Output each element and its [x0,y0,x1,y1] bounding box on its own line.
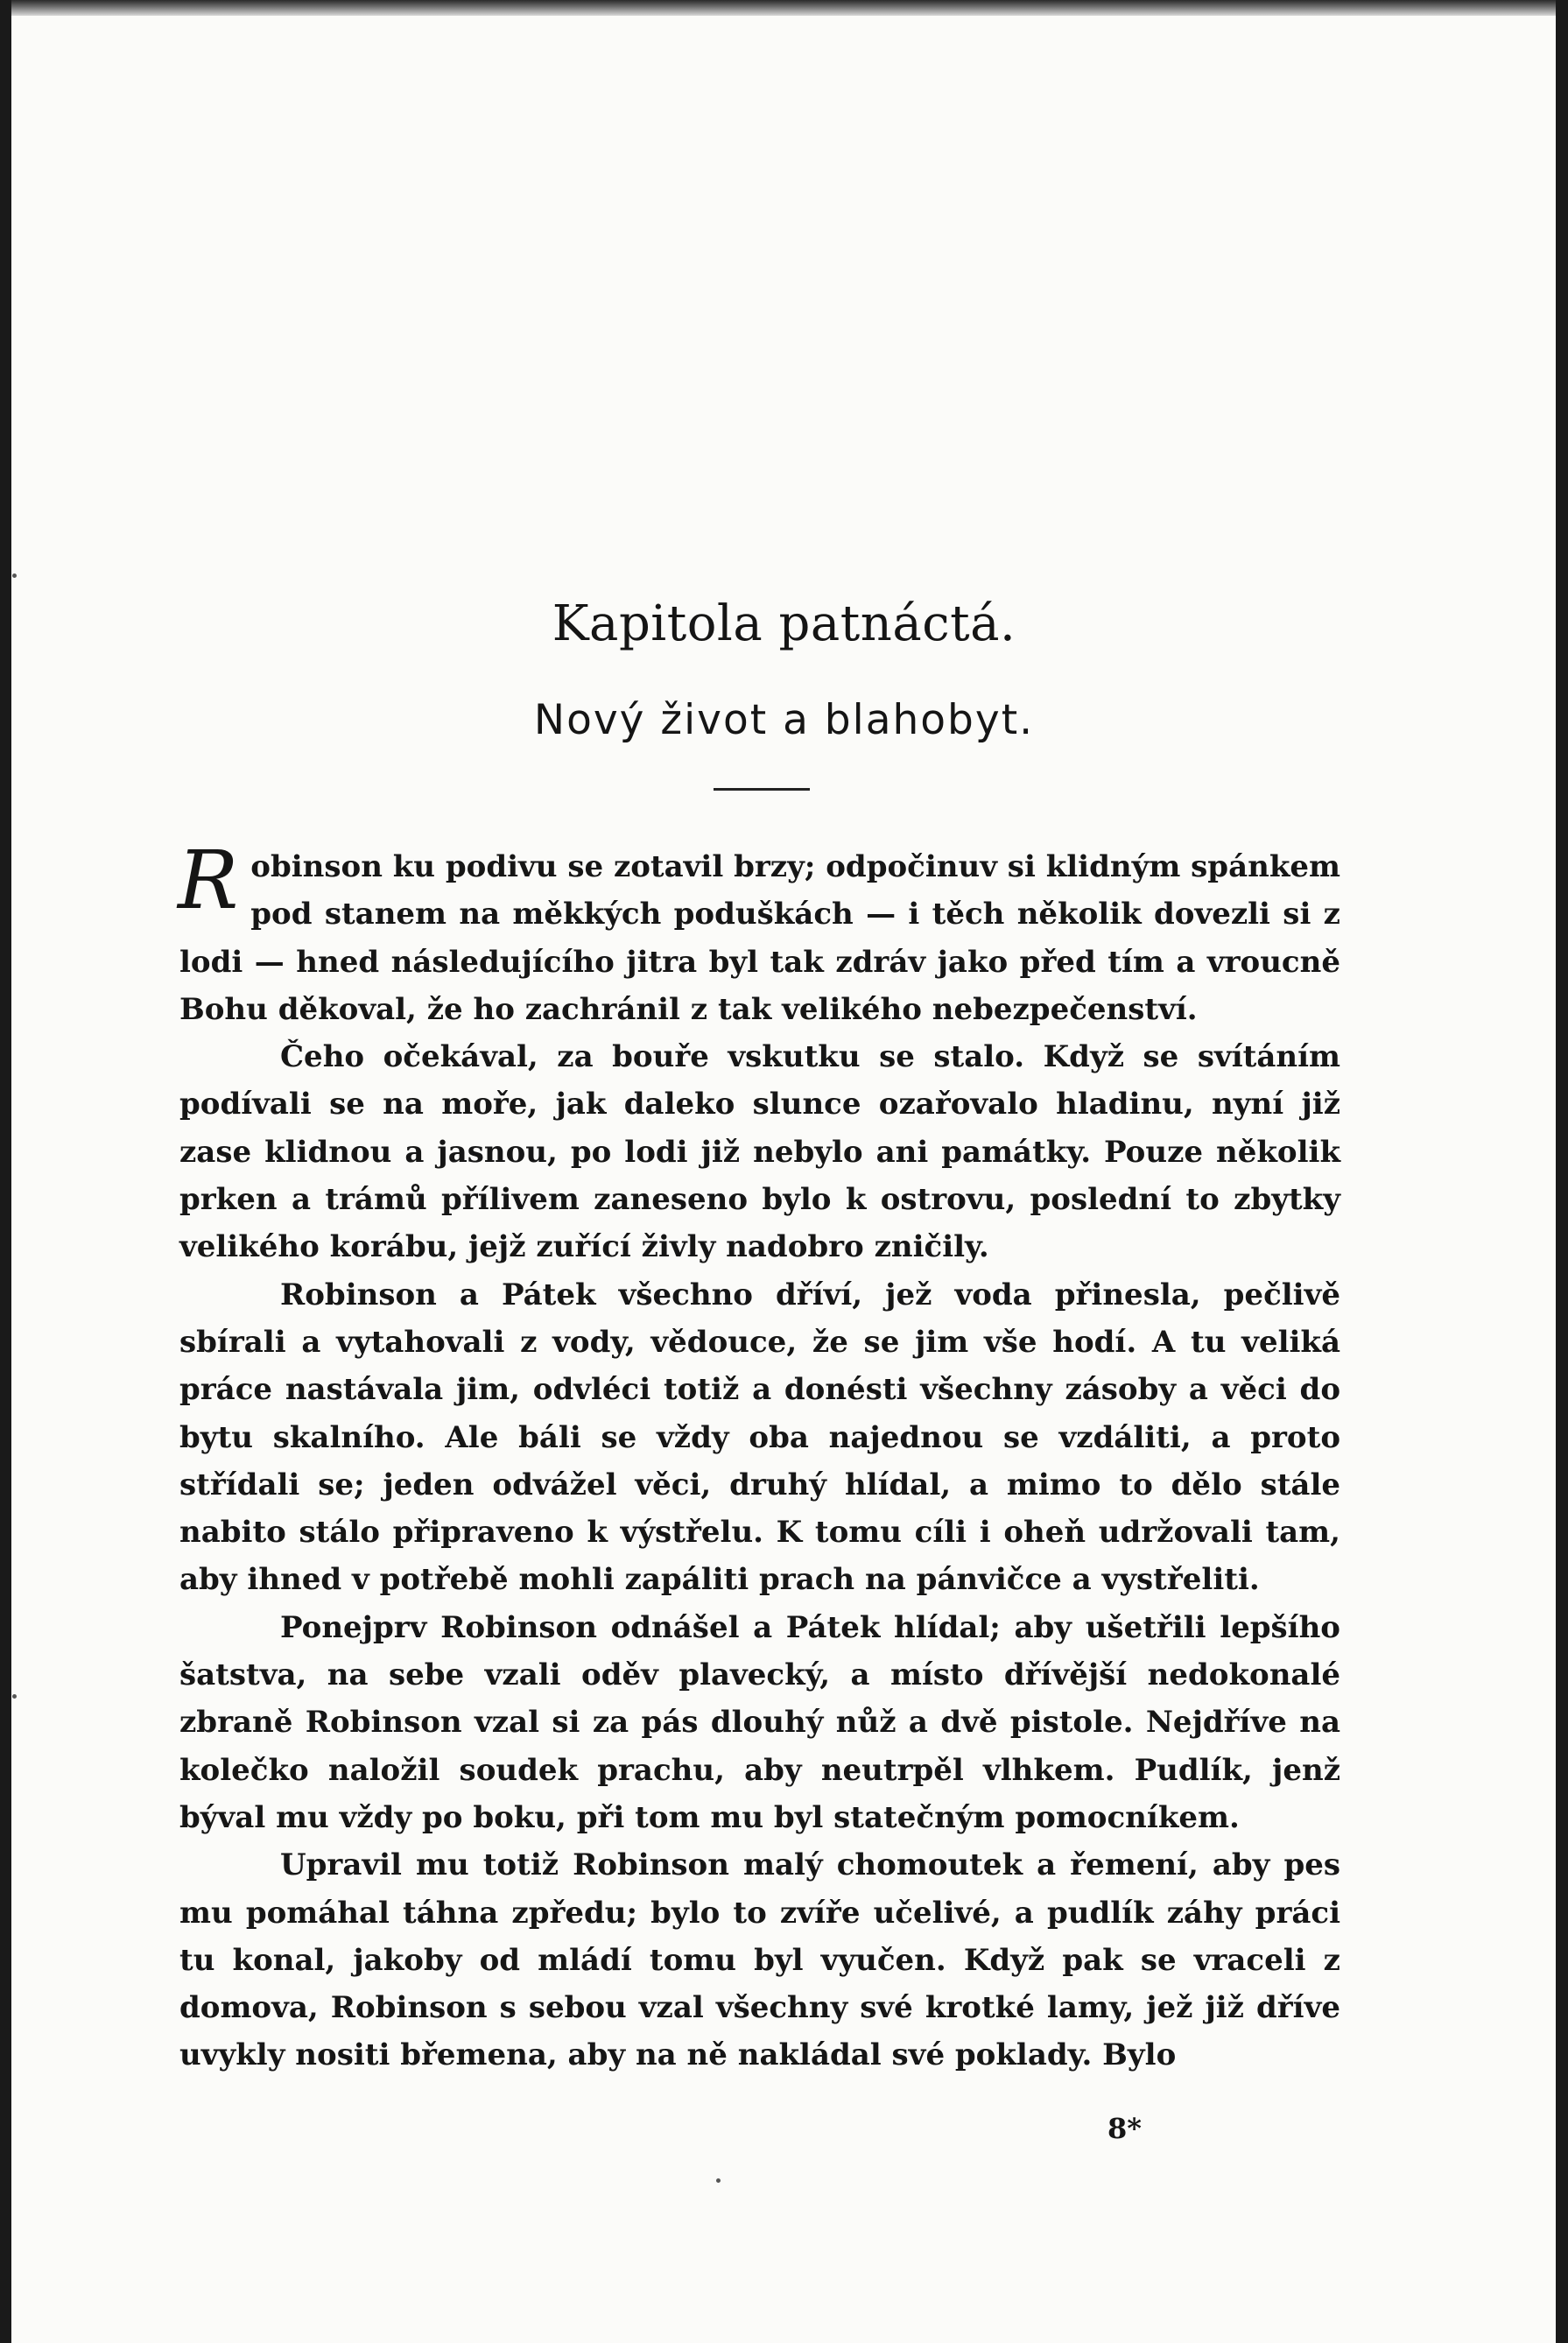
body-text [178,834,1340,2079]
chapter-subtitle: Nový život a blahobyt. [533,696,1035,744]
scan-left-edge [0,0,11,2343]
chapter-title: Kapitola patnáctá. [552,595,1016,652]
paragraph-text: obinson ku podivu se zotavil brzy; odpočinuv si klidným spánkem pod stanem na měkkých poduškách — i těch několik dovezli si z lodi — hned následujícího jitra byl tak zdráv jako před tím a vroucně Bohu děkoval, že ho zachránil z tak velikého nebezpečenství. [179,849,1340,1027]
paragraph [178,834,1340,1033]
paragraph: Robinson a Pátek všechno dříví, jež voda přinesla, pečlivě sbírali a vytahovali z vody, vědouce, že se jim vše hodí. A tu veliká práce nastávala jim, odvléci totiž a donésti všechny zásoby a věci do bytu skalního. Ale báli se vždy oba najednou se vzdáliti, a proto střídali se; jeden odvážel věci, druhý hlídal, a mimo to dělo stále nabito stálo připraveno k výstřelu. K tomu cíli i oheň udržovali tam, aby ihned v potřebě mohli zapáliti prach na pánvičce a vystřeliti. [179,1277,1340,1598]
signature-mark: 8* [1107,2112,1142,2145]
scan-speck [12,573,17,578]
paragraph: Ponejprv Robinson odnášel a Pátek hlídal; aby ušetřili lepšího šatstva, na sebe vzali oděv plavecký, a místo dřívější nedokonalé zbraně Robinson vzal si za pás dlouhý nůž a dvě pistole. Nejdříve na kolečko naložil soudek prachu, aby neutrpěl vlhkem. Pudlík, jenž býval mu vždy po boku, při tom mu byl statečným pomocníkem. [179,1609,1340,1835]
scan-speck [716,2178,721,2183]
scan-top-edge [0,0,1568,16]
paragraph: Čeho očekával, za bouře vskutku se stalo. Když se svítáním podívali se na moře, jak daleko slunce ozařovalo hladinu, nyní již zase klidnou a jasnou, po lodi již nebylo ani památky. Pouze několik prken a trámů přílivem zaneseno bylo k ostrovu, poslední to zbytky velikého korábu, jejž zuřící živly nadobro zničily. [179,1039,1340,1265]
title-divider [714,788,810,791]
drop-cap: R [178,834,239,927]
scan-right-edge [1556,0,1568,2343]
scan-speck [12,1694,17,1699]
paragraph: Upravil mu totiž Robinson malý chomoutek a řemení, aby pes mu pomáhal táhna zpředu; bylo to zvíře učelivé, a pudlík záhy práci tu konal, jakoby od mládí tomu byl vyučen. Když pak se vraceli z domova, Robinson s sebou vzal všechny své krotké lamy, jež již dříve uvykly nositi břemena, aby na ně nakládal své poklady. Bylo [179,1847,1340,2073]
